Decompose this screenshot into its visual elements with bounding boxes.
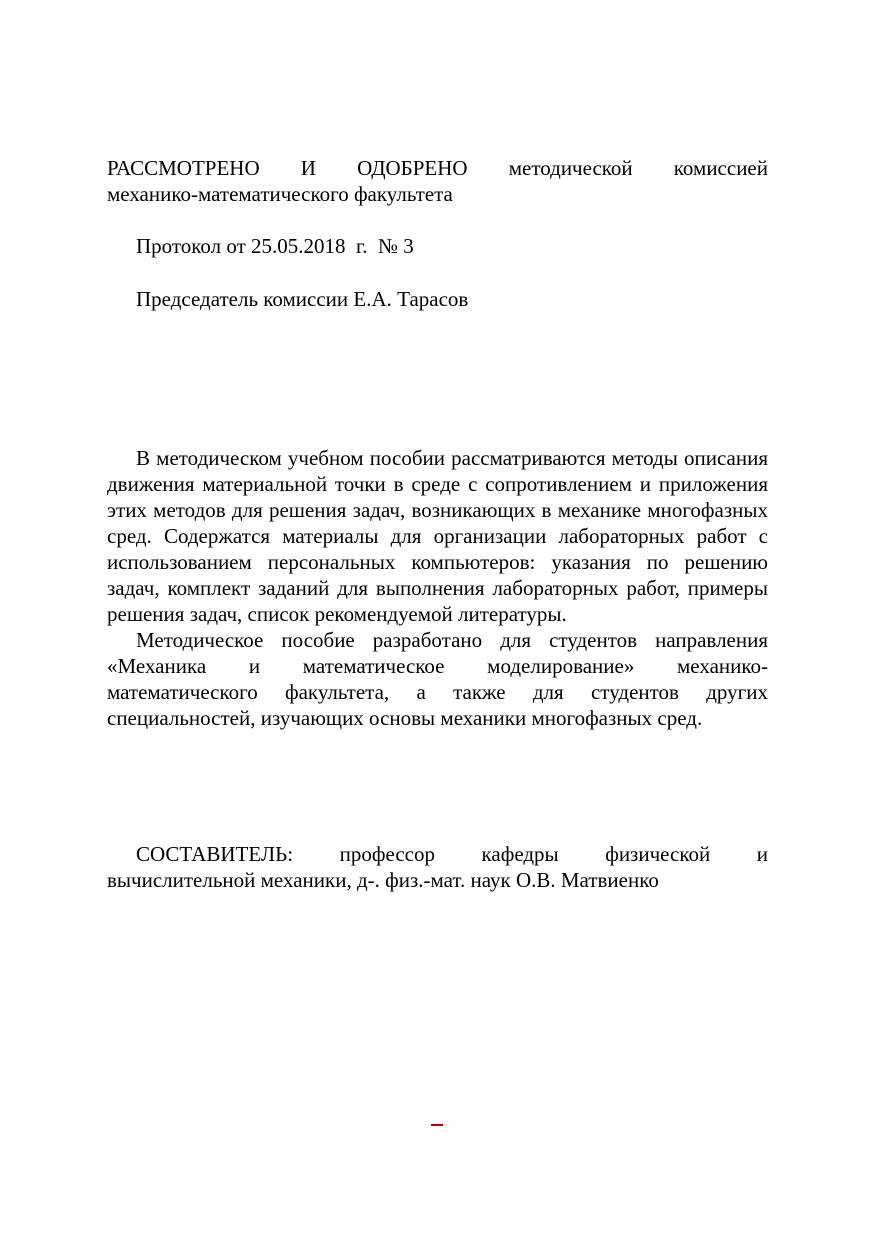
compiler-line-1: СОСТАВИТЕЛЬ: профессор кафедры физической и	[136, 842, 768, 866]
abstract-paragraph-1: В методическом учебном пособии рассматриваются методы описания движения материальной точки в среде с сопротивлением и приложения этих методов для решения задач, возникающих в механике многофазных сред. Содержатся материалы для организации лабораторных работ с использованием персональных компьютеров: указания по решению задач, комплект заданий для выполнения лабораторных работ, примеры решения задач, список рекомендуемой литературы.	[107, 446, 768, 626]
abstract-paragraph-2: Методическое пособие разработано для студентов направления «Механика и математическое моделирование» механико-математического факультета, а также для студентов других специальностей, изучающих основы механики многофазных сред.	[107, 628, 768, 730]
compiler-line-2: вычислительной механики, д-. физ.-мат. наук О.В. Матвиенко	[107, 868, 659, 892]
abstract-section	[107, 445, 768, 731]
protocol-text: Протокол от 25.05.2018 г. № 3	[136, 234, 414, 258]
compiler-statement	[107, 841, 768, 893]
approval-statement	[107, 155, 768, 207]
approval-line-2: механико-математического факультета	[107, 182, 453, 206]
protocol-line	[107, 233, 768, 259]
approval-line-1: РАССМОТРЕНО И ОДОБРЕНО методической комиссией	[107, 156, 768, 180]
chairman-text: Председатель комиссии Е.А. Тарасов	[136, 287, 469, 311]
chairman-line	[107, 286, 768, 312]
page-marker	[431, 1124, 443, 1126]
